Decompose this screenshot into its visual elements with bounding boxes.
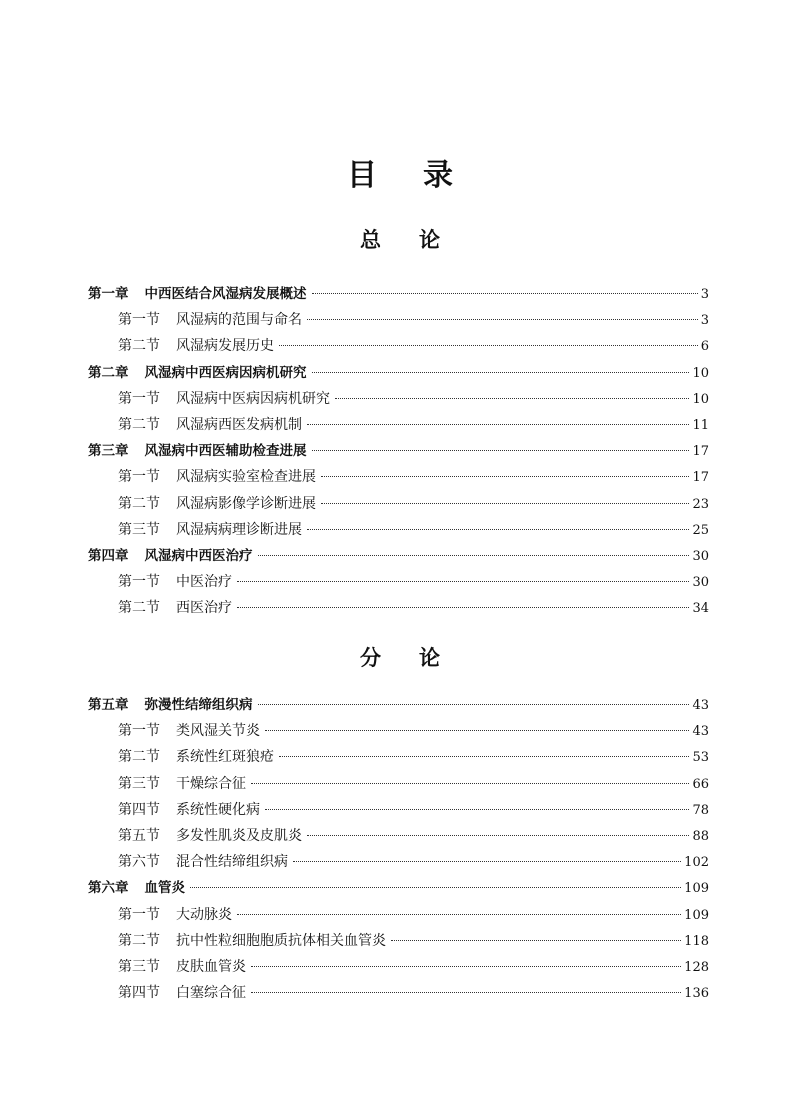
dot-leader	[312, 372, 690, 373]
toc-section-entry[interactable]	[88, 718, 709, 744]
toc-section-entry[interactable]	[88, 569, 709, 595]
dot-leader	[251, 992, 681, 993]
page-number: 53	[692, 750, 709, 766]
section-number: 第一节	[118, 469, 160, 486]
page-number: 17	[692, 444, 709, 460]
section-number: 第二节	[118, 932, 160, 949]
toc-section-entry[interactable]	[88, 771, 709, 797]
page-number: 43	[692, 698, 709, 713]
chapter-title: 风湿病中西医病因病机研究	[144, 364, 307, 381]
dot-leader	[258, 704, 690, 705]
toc-list-specific	[88, 692, 709, 1006]
toc-section-entry[interactable]	[88, 517, 709, 543]
dot-leader	[335, 398, 689, 399]
chapter-title: 血管炎	[144, 880, 185, 897]
dot-leader	[237, 914, 681, 915]
toc-chapter-entry[interactable]	[88, 360, 709, 386]
page-number: 3	[700, 313, 709, 329]
dot-leader	[279, 756, 689, 757]
dot-leader	[251, 783, 689, 784]
dot-leader	[307, 424, 689, 425]
section-number: 第二节	[118, 416, 160, 433]
page-number: 43	[692, 724, 709, 740]
toc-chapter-entry[interactable]	[88, 875, 709, 901]
page-number: 30	[692, 575, 709, 591]
page-number: 78	[692, 802, 709, 818]
page-number: 136	[684, 986, 709, 1002]
page-number: 30	[692, 548, 709, 564]
toc-chapter-entry[interactable]	[88, 281, 709, 307]
dot-leader	[190, 887, 681, 888]
toc-section-entry[interactable]	[88, 333, 709, 359]
page-number: 10	[692, 391, 709, 407]
section-number: 第四节	[118, 985, 160, 1002]
toc-section-entry[interactable]	[88, 954, 709, 980]
chapter-number: 第五章	[88, 697, 129, 713]
toc-section-entry[interactable]	[88, 980, 709, 1006]
section-title: 类风湿关节炎	[176, 723, 260, 740]
toc-section-entry[interactable]	[88, 797, 709, 823]
section-number: 第二节	[118, 338, 160, 355]
page-number: 128	[684, 959, 709, 975]
chapter-title: 中西医结合风湿病发展概述	[144, 286, 307, 302]
toc-section-entry[interactable]	[88, 823, 709, 849]
part-title-general: 总论	[360, 227, 478, 252]
dot-leader	[237, 607, 689, 608]
dot-leader	[312, 450, 690, 451]
dot-leader	[391, 940, 681, 941]
dot-leader	[265, 730, 689, 731]
page-number: 10	[692, 365, 709, 381]
page-number: 17	[692, 470, 709, 486]
toc-section-entry[interactable]	[88, 386, 709, 412]
chapter-number: 第一章	[88, 286, 129, 302]
page-number: 34	[692, 601, 709, 617]
toc-list-general	[88, 281, 709, 621]
page-number: 102	[684, 855, 709, 871]
page-number: 109	[684, 881, 709, 897]
section-number: 第五节	[118, 827, 160, 844]
section-title: 风湿病发展历史	[176, 338, 274, 355]
chapter-number: 第二章	[88, 364, 129, 381]
dot-leader	[265, 809, 689, 810]
dot-leader	[293, 861, 681, 862]
page-number: 118	[684, 933, 709, 949]
chapter-number: 第四章	[88, 547, 129, 564]
section-title: 白塞综合征	[176, 985, 246, 1002]
section-title: 风湿病的范围与命名	[176, 312, 302, 329]
section-title: 多发性肌炎及皮肌炎	[176, 827, 302, 844]
dot-leader	[321, 476, 689, 477]
section-number: 第三节	[118, 958, 160, 975]
section-title: 抗中性粒细胞胞质抗体相关血管炎	[176, 932, 386, 949]
dot-leader	[237, 581, 689, 582]
dot-leader	[321, 503, 689, 504]
page-title: 目录	[347, 158, 499, 193]
section-number: 第二节	[118, 495, 160, 512]
section-number: 第二节	[118, 749, 160, 766]
toc-chapter-entry[interactable]	[88, 543, 709, 569]
toc-section-entry[interactable]	[88, 412, 709, 438]
part-title-specific: 分论	[360, 645, 478, 670]
chapter-number: 第三章	[88, 443, 129, 460]
page-number: 3	[700, 287, 709, 302]
dot-leader	[307, 835, 689, 836]
toc-section-entry[interactable]	[88, 464, 709, 490]
page-number: 25	[692, 522, 709, 538]
section-number: 第四节	[118, 801, 160, 818]
toc-section-entry[interactable]	[88, 744, 709, 770]
section-title: 风湿病影像学诊断进展	[176, 495, 316, 512]
section-title: 风湿病实验室检查进展	[176, 469, 316, 486]
section-title: 中医治疗	[176, 574, 232, 591]
chapter-title: 弥漫性结缔组织病	[144, 697, 253, 713]
dot-leader	[307, 319, 698, 320]
section-title: 风湿病病理诊断进展	[176, 521, 302, 538]
toc-section-entry[interactable]	[88, 928, 709, 954]
page-number: 11	[692, 417, 709, 433]
section-number: 第三节	[118, 775, 160, 792]
section-number: 第六节	[118, 854, 160, 871]
toc-chapter-entry[interactable]	[88, 438, 709, 464]
section-title: 混合性结缔组织病	[176, 854, 288, 871]
toc-section-entry[interactable]	[88, 902, 709, 928]
section-title: 风湿病西医发病机制	[176, 416, 302, 433]
section-number: 第一节	[118, 906, 160, 923]
chapter-title: 风湿病中西医辅助检查进展	[144, 443, 307, 460]
section-number: 第一节	[118, 312, 160, 329]
section-number: 第一节	[118, 723, 160, 740]
chapter-number: 第六章	[88, 880, 129, 897]
section-title: 西医治疗	[176, 600, 232, 617]
section-title: 风湿病中医病因病机研究	[176, 390, 330, 407]
toc-section-entry[interactable]	[88, 595, 709, 621]
section-title: 大动脉炎	[176, 906, 232, 923]
section-number: 第一节	[118, 390, 160, 407]
page-number: 6	[700, 339, 709, 355]
dot-leader	[312, 293, 698, 294]
page-number: 109	[684, 907, 709, 923]
page-number: 66	[692, 776, 709, 792]
page-number: 88	[692, 828, 709, 844]
section-number: 第三节	[118, 521, 160, 538]
toc-chapter-entry[interactable]	[88, 692, 709, 718]
page-number: 23	[692, 496, 709, 512]
chapter-title: 风湿病中西医治疗	[144, 547, 253, 564]
section-number: 第一节	[118, 574, 160, 591]
toc-section-entry[interactable]	[88, 849, 709, 875]
toc-section-entry[interactable]	[88, 491, 709, 517]
section-title: 系统性红斑狼疮	[176, 749, 274, 766]
section-title: 系统性硬化病	[176, 801, 260, 818]
section-title: 皮肤血管炎	[176, 958, 246, 975]
section-title: 干燥综合征	[176, 775, 246, 792]
dot-leader	[258, 555, 690, 556]
dot-leader	[251, 966, 681, 967]
dot-leader	[279, 345, 698, 346]
dot-leader	[307, 529, 689, 530]
toc-section-entry[interactable]	[88, 307, 709, 333]
section-number: 第二节	[118, 600, 160, 617]
